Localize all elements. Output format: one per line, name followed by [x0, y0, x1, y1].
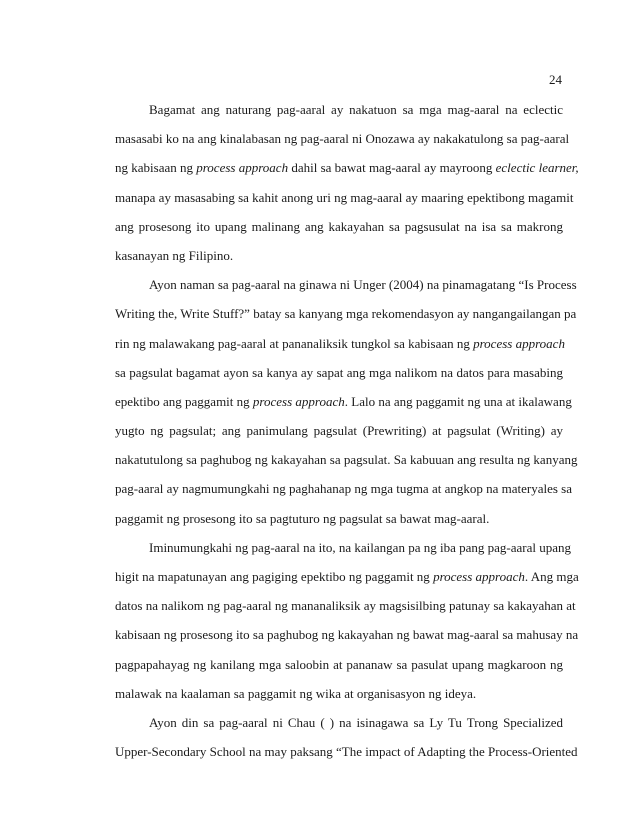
text-line	[115, 591, 576, 620]
text-line	[115, 504, 563, 533]
paragraph	[115, 708, 578, 766]
text-line	[115, 358, 563, 387]
italic-term: process approach	[433, 569, 525, 584]
text-segment: sa pagsulat bagamat ayon sa kanya ay sapat ang mga nalikom na datos para masabing	[115, 364, 563, 380]
text-segment: higit na mapatunayan ang pagiging epektibo ng paggamit ng	[115, 569, 434, 584]
text-segment: malawak na kaalaman sa paggamit ng wika at organisasyon ng ideya.	[115, 685, 477, 701]
text-line	[115, 416, 563, 445]
text-line	[115, 562, 579, 591]
text-line	[115, 474, 573, 503]
text-segment: dahil sa bawat mag-aaral ay mayroong	[288, 160, 496, 176]
text-line	[115, 183, 574, 212]
paragraph	[115, 95, 579, 270]
text-segment: ng kabisaan ng	[115, 160, 197, 176]
text-segment: . Ang mga	[524, 569, 579, 584]
text-segment: masasabi ko na ang kinalabasan ng pag-aaral ni Onozawa ay nakakatulong sa pag-aaral	[115, 131, 570, 147]
text-segment: . Lalo na ang paggamit ng una at ikalawang	[344, 393, 572, 409]
text-line	[115, 533, 571, 562]
text-line	[115, 270, 577, 299]
text-line	[115, 95, 563, 124]
text-segment: epektibo ang paggamit ng	[115, 393, 253, 409]
italic-term: eclectic learner,	[495, 160, 579, 176]
text-line	[115, 387, 572, 416]
text-segment: datos na nalikom ng pag-aaral ng mananaliksik ay magsisilbing patunay sa kakayahan at	[115, 598, 576, 614]
italic-term: process approach	[196, 160, 289, 176]
text-line	[115, 212, 563, 241]
text-segment: Iminumungkahi ng pag-aaral na ito, na kailangan pa ng iba pang pag-aaral upang	[149, 539, 571, 555]
text-segment: pag-aaral ay nagmumungkahi ng paghahanap ng mga tugma at angkop na materyales sa	[115, 481, 573, 497]
text-segment: pagpapahayag ng kanilang mga saloobin at pananaw sa pasulat upang magkaroon ng	[115, 656, 563, 672]
text-segment: paggamit ng prosesong ito sa pagtuturo ng pagsulat sa bawat mag-aaral.	[115, 510, 490, 526]
text-line	[115, 124, 570, 153]
page-number: 24	[549, 72, 562, 87]
text-line	[115, 708, 563, 737]
text-segment: Bagamat ang naturang pag-aaral ay nakatuon sa mga mag-aaral na eclectic	[149, 102, 563, 117]
text-line	[115, 329, 563, 358]
text-segment: manapa ay masasabing sa kahit anong uri ng mag-aaral ay maaring epektibong magamit	[115, 189, 574, 205]
document-body	[115, 95, 579, 766]
text-segment: nakatutulong sa paghubog ng kakayahan sa pagsulat. Sa kabuuan ang resulta ng kanyang	[115, 452, 578, 468]
text-segment: yugto ng pagsulat; ang panimulang pagsulat (Prewriting) at pagsulat (Writing) ay	[115, 423, 563, 439]
paragraph	[115, 270, 578, 533]
italic-term: process approach	[473, 335, 565, 351]
text-segment: Ayon din sa pag-aaral ni Chau ( ) na isinagawa sa Ly Tu Trong Specialized	[149, 714, 563, 730]
text-line	[115, 299, 577, 328]
text-segment: ang prosesong ito upang malinang ang kakayahan sa pagsusulat na isa sa makrong	[115, 218, 563, 234]
text-line	[115, 153, 579, 182]
text-line	[115, 679, 563, 708]
text-line	[115, 737, 578, 766]
text-segment: Writing the, Write Stuff?” batay sa kanyang mga rekomendasyon ay nangangailangan pa	[115, 306, 577, 322]
text-segment: Upper-Secondary School na may paksang “The impact of Adapting the Process-Oriented	[115, 744, 578, 760]
text-segment: kasanayan ng Filipino.	[115, 247, 234, 263]
text-line	[115, 620, 579, 649]
paragraph	[115, 533, 579, 708]
text-segment: rin ng malawakang pag-aaral at pananaliksik tungkol sa kabisaan ng	[115, 335, 474, 351]
text-segment: kabisaan ng prosesong ito sa paghubog ng kakayahan ng bawat mag-aaral sa mahusay na	[115, 627, 579, 643]
italic-term: process approach	[252, 393, 345, 409]
text-line	[115, 650, 563, 679]
text-line	[115, 445, 578, 474]
text-segment: Ayon naman sa pag-aaral na ginawa ni Unger (2004) na pinamagatang “Is Process	[149, 277, 577, 293]
text-line	[115, 241, 563, 270]
